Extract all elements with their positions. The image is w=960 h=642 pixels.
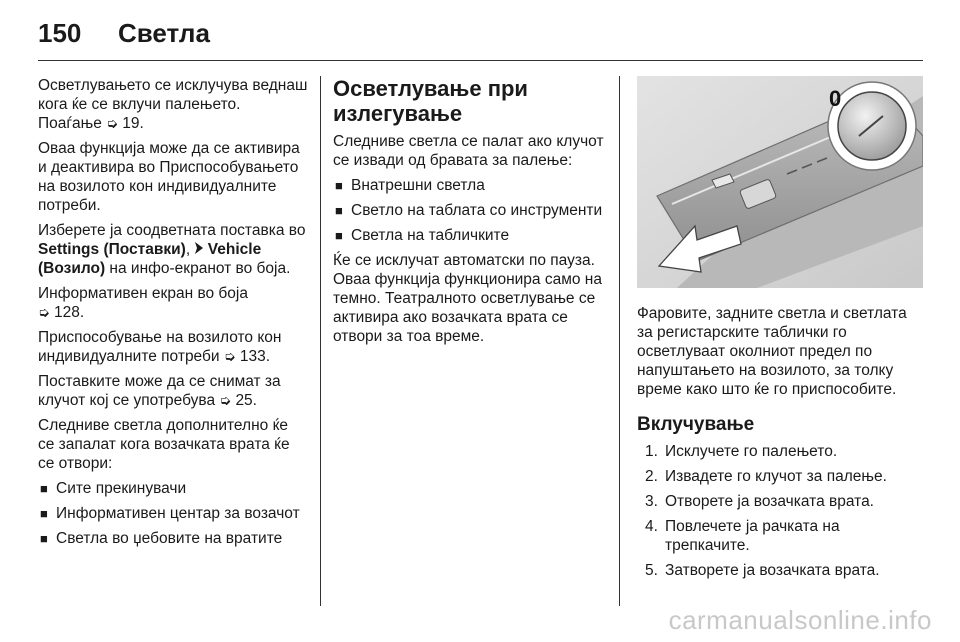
page-ref-arrow-icon: ➭ <box>219 392 232 408</box>
step-item <box>637 442 923 461</box>
menu-label-vehicle: Vehicle (Возило) <box>38 241 262 277</box>
list-item: ■ Информативен центар за возачот <box>38 504 308 523</box>
step-number: 2. <box>645 468 658 485</box>
paragraph-text: на инфо-екранот во боја. <box>105 260 291 277</box>
step-text: Повлечете ја рачката на трепкачите. <box>665 518 840 554</box>
page-number: 150 <box>38 18 82 48</box>
column-right <box>637 304 923 586</box>
paragraph-text: Осветлувањето се исклучува веднаш кога ќе се вклучи палењето. Поаѓање <box>38 77 308 132</box>
bullet-list <box>38 479 308 548</box>
section-title: Светла <box>118 18 210 48</box>
column-middle <box>333 76 607 352</box>
page-ref-arrow-icon: ➭ <box>38 304 50 320</box>
paragraph-text: Информативен екран во боја <box>38 285 248 302</box>
paragraph <box>38 372 308 410</box>
paragraph: Следниве светла дополнително ќе се запалат кога возачката врата ќе се отвори: <box>38 417 290 472</box>
step-item <box>637 467 923 486</box>
step-item <box>637 561 923 580</box>
step-item <box>637 517 923 555</box>
page-ref-arrow-icon: ➭ <box>223 348 236 364</box>
list-item: ■ Светла во џебовите на вратите <box>38 529 308 548</box>
list-item: ■ Внатрешни светла <box>333 176 607 195</box>
bullet-list <box>333 176 607 245</box>
paragraph: Фаровите, задните светла и светлата за регистарските таблички го осветлуваат околниот предел по напуштањето на возилото, за толку време како што ќе го приспособите. <box>637 305 907 398</box>
list-item: ■ Сите прекинувачи <box>38 479 308 498</box>
lever-illustration-svg <box>637 76 923 288</box>
watermark: carmanualsonline.info <box>668 605 932 635</box>
page-ref[interactable]: 25. <box>235 392 257 409</box>
step-number: 1. <box>645 443 658 460</box>
step-text: Извадете го клучот за палење. <box>665 468 887 485</box>
step-number: 5. <box>645 562 658 579</box>
page-ref-arrow-icon: ➭ <box>106 115 118 131</box>
column-divider-1 <box>320 76 321 606</box>
paragraph-text: Изберете ја соодветната поставка во <box>38 222 306 239</box>
menu-label-settings: Settings (Поставки) <box>38 241 186 258</box>
column-divider-2 <box>619 76 620 606</box>
paragraph: Оваа функција може да се активира и деактивира во Приспособувањето на возилото кон индивидуалните потреби. <box>38 140 300 214</box>
header-rule <box>38 60 923 61</box>
subsection-heading: Осветлување при излегување <box>333 76 528 126</box>
step-item <box>637 492 923 511</box>
paragraph <box>38 221 308 278</box>
paragraph: Следниве светла се палат ако клучот се извади од бравата за палење: <box>333 133 604 169</box>
step-text: Отворете ја возачката врата. <box>665 493 874 510</box>
subsection-heading: Вклучување <box>637 414 755 435</box>
page-header <box>38 14 923 54</box>
paragraph: Ќе се исклучат автоматски по пауза. Оваа функција функционира само на темно. Театралното осветлување се активира ако возачката врата се отвори за тоа време. <box>333 252 602 345</box>
turn-signal-lever-illustration <box>637 76 923 288</box>
step-number: 4. <box>645 518 658 535</box>
paragraph-text: Поставките може да се снимат за клучот кој се употребува <box>38 373 281 409</box>
column-left <box>38 76 308 554</box>
paragraph <box>38 328 308 366</box>
list-item: ■ Светла на табличките <box>333 226 607 245</box>
list-item: ■ Светло на таблата со инструменти <box>333 201 607 220</box>
step-text: Затворете ја возачката врата. <box>665 562 880 579</box>
dial-label: 0 <box>829 86 842 111</box>
step-number: 3. <box>645 493 658 510</box>
separator-text: , <box>185 241 195 258</box>
page-ref[interactable]: 128. <box>54 304 85 321</box>
menu-arrow-icon <box>194 241 203 258</box>
paragraph <box>38 76 308 133</box>
page-ref[interactable]: 133. <box>239 348 271 365</box>
paragraph <box>38 284 308 322</box>
numbered-steps <box>637 442 923 580</box>
page-ref[interactable]: 19. <box>122 115 144 132</box>
step-text: Исклучете го палењето. <box>665 443 838 460</box>
paragraph-text: Приспособување на возилото кон индивидуалните потреби <box>38 329 282 365</box>
